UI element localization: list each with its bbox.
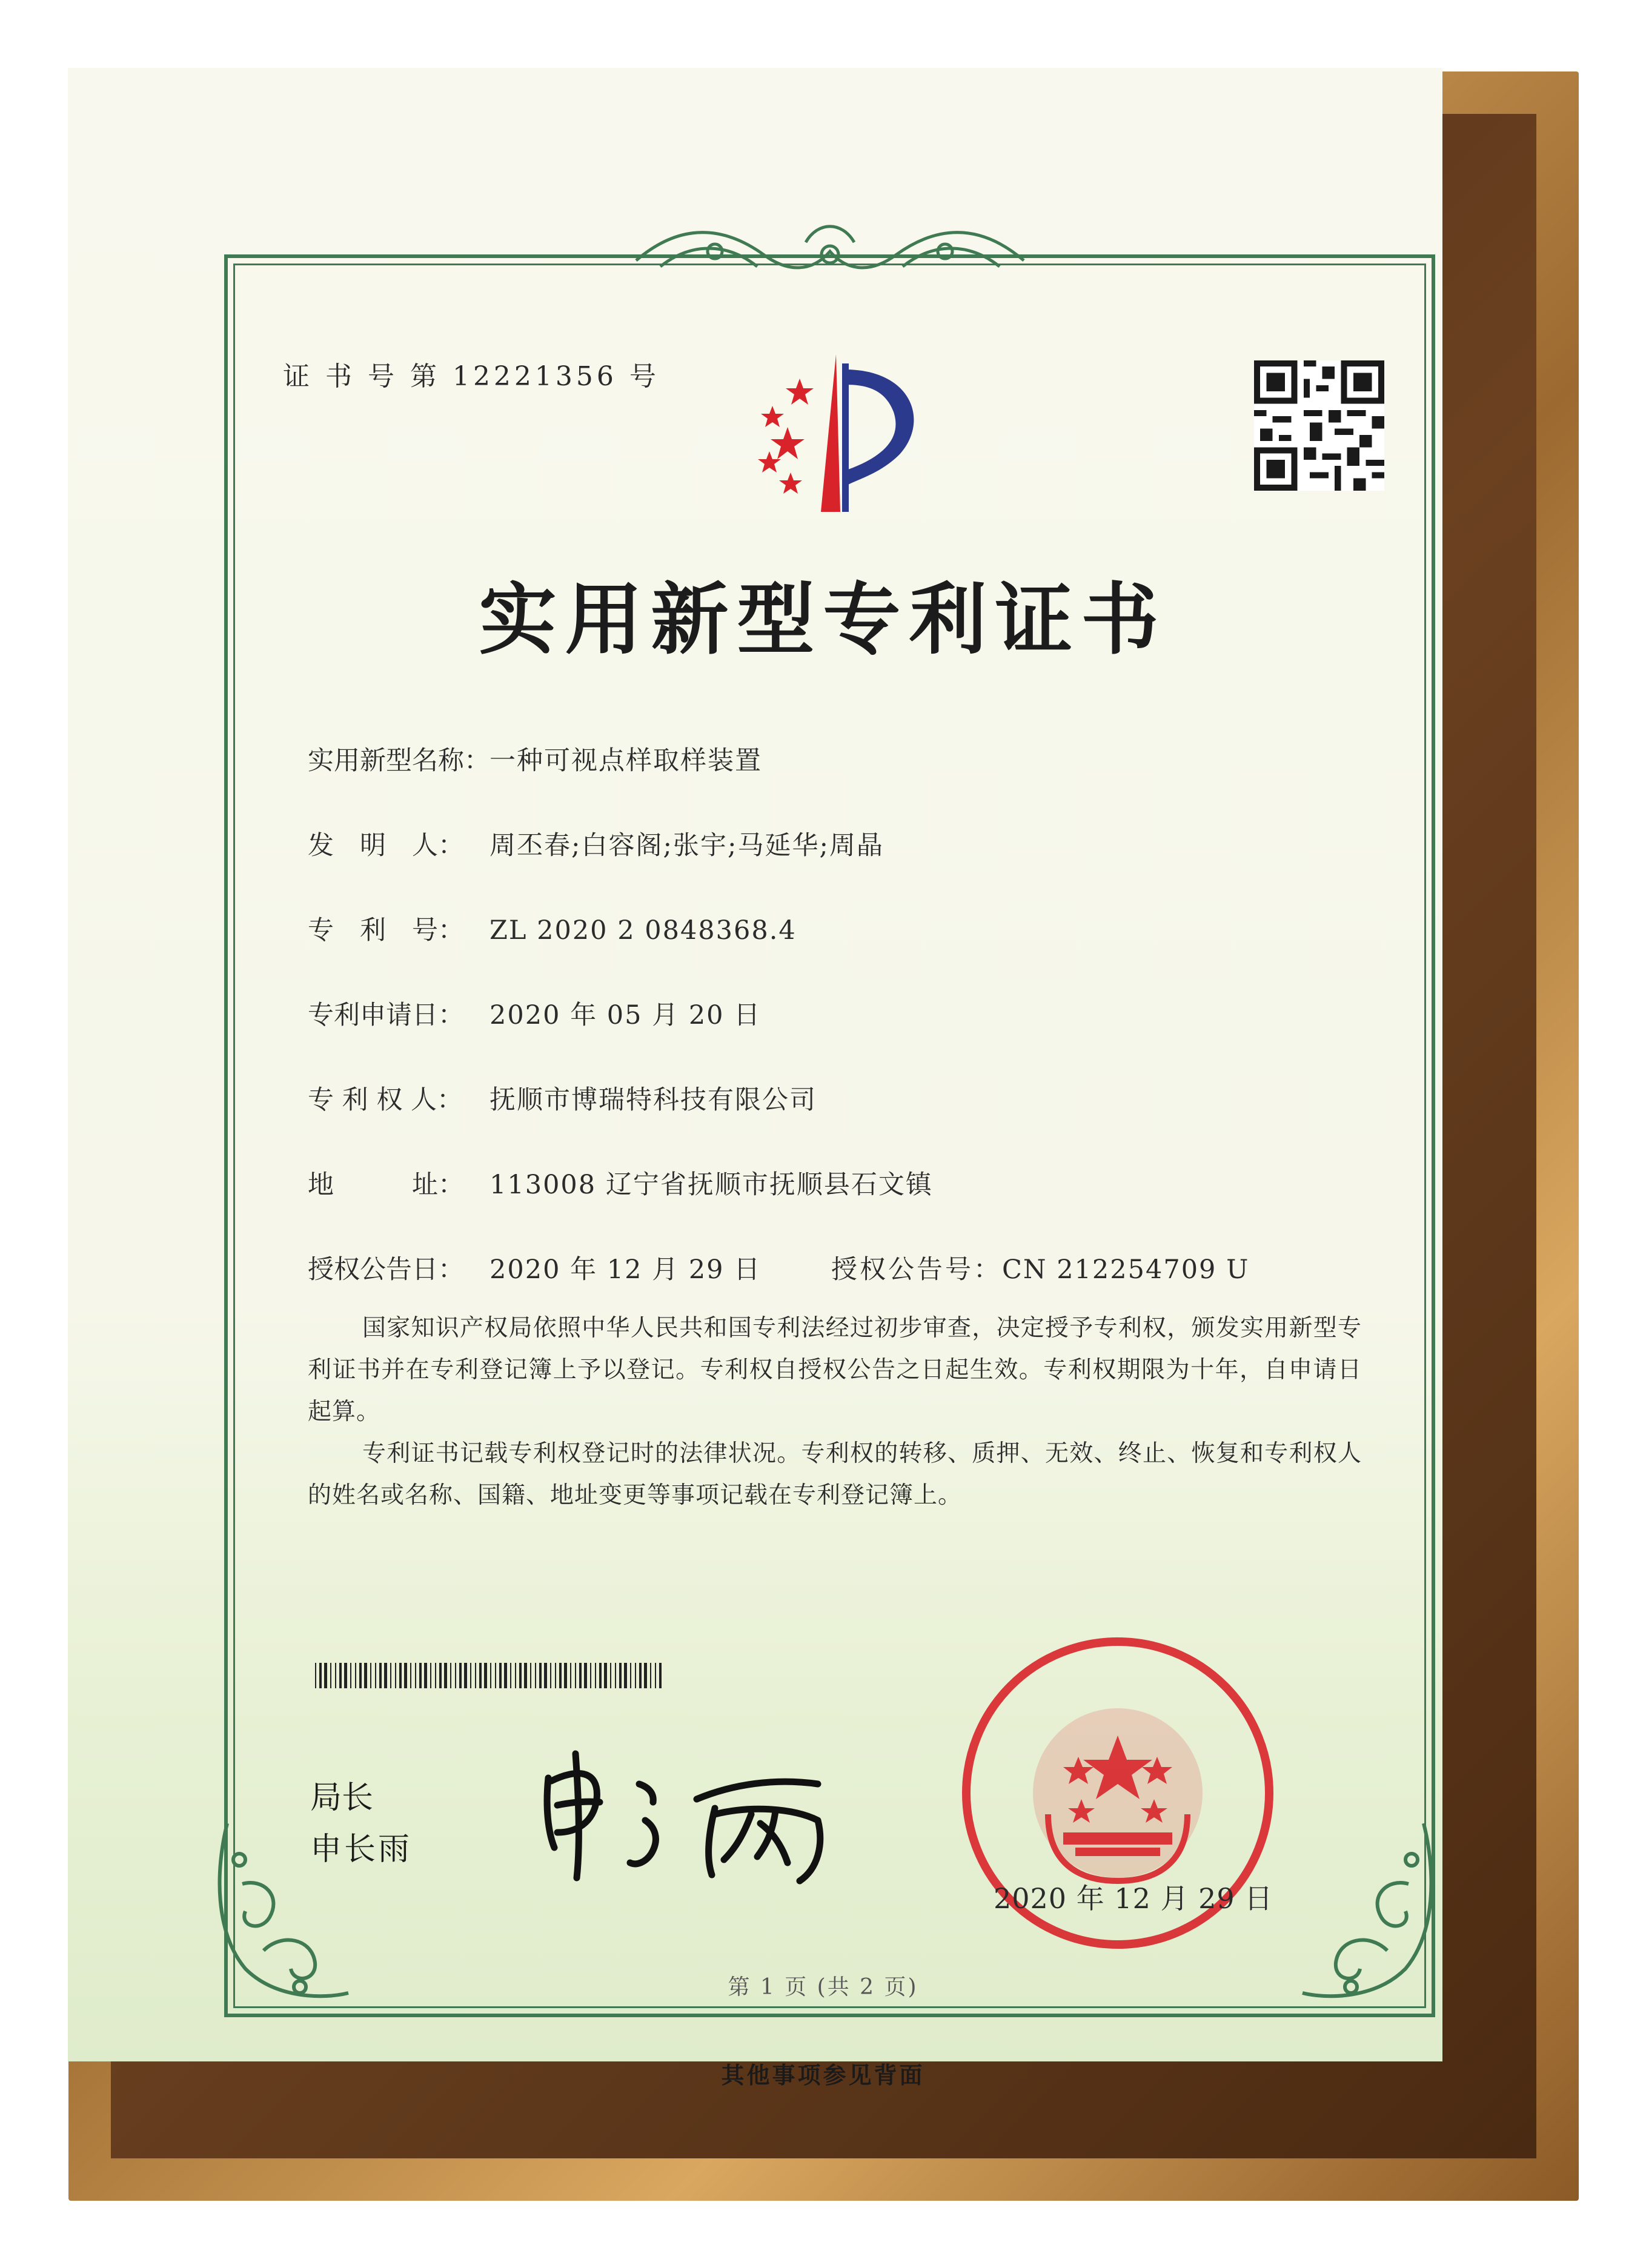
field-label: 授权公告号： — [831, 1255, 1002, 1285]
page-number: 第 1 页 (共 2 页) — [728, 1975, 918, 2000]
director-title: 局长 — [310, 1780, 374, 1816]
field-label: 授权公告日： — [308, 1255, 464, 1285]
paragraph-legal-status: 专利证书记载专利权登记时的法律状况。专利权的转移、质押、无效、终止、恢复和专利权人的姓名或名称、国籍、地址变更等事项记载在专利登记簿上。 — [308, 1440, 1362, 1509]
field-value: 一种可视点样取样装置 — [489, 746, 762, 776]
barcode-icon — [315, 1663, 663, 1688]
certificate-number: 证 书 号 第 12221356 号 — [283, 361, 660, 392]
field-value: 周丕春;白容阁;张宇;马延华;周晶 — [489, 831, 884, 861]
field-value: 2020 年 05 月 20 日 — [489, 1000, 762, 1030]
field-value: 113008 辽宁省抚顺市抚顺县石文镇 — [489, 1170, 933, 1200]
field-application-date — [308, 995, 761, 1032]
field-label: 实用新型名称： — [308, 746, 490, 776]
top-ornament-icon — [624, 218, 1036, 291]
field-label: 专 利 号： — [308, 915, 464, 946]
certificate-title: 实用新型专利证书 — [479, 574, 1167, 665]
field-value: ZL 2020 2 0848368.4 — [489, 915, 797, 946]
field-publication-number — [831, 1249, 1249, 1286]
director-name: 申长雨 — [310, 1831, 413, 1868]
field-patentee — [308, 1079, 817, 1116]
director-signature-icon — [533, 1742, 848, 1887]
field-label: 专 利 权 人： — [308, 1085, 463, 1115]
field-inventors — [308, 825, 884, 862]
field-patent-number — [308, 910, 797, 947]
field-value: 抚顺市博瑞特科技有限公司 — [489, 1085, 817, 1115]
field-grant-date — [308, 1249, 761, 1286]
paragraph-grant-statement: 国家知识产权局依照中华人民共和国专利法经过初步审查，决定授予专利权，颁发实用新型专利证书并在专利登记簿上予以登记。专利权自授权公告之日起生效。专利权期限为十年，自申请日起算。 — [308, 1315, 1362, 1425]
field-label: 地 址： — [308, 1170, 464, 1200]
field-address — [308, 1164, 933, 1201]
footer-note: 其他事项参见背面 — [721, 2061, 925, 2089]
seal-date: 2020 年 12 月 29 日 — [994, 1882, 1273, 1915]
field-label: 发 明 人： — [308, 831, 464, 861]
field-label: 专利申请日： — [308, 1000, 464, 1030]
qr-code-icon — [1254, 360, 1384, 491]
patent-emblem-icon — [730, 348, 936, 518]
field-value: CN 212254709 U — [1002, 1255, 1250, 1285]
field-utility-model-name — [308, 740, 762, 777]
field-value: 2020 年 12 月 29 日 — [489, 1255, 762, 1285]
